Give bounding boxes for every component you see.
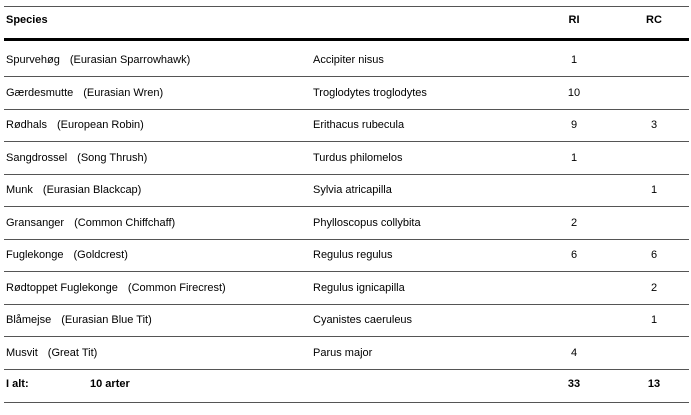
header-ri: RI — [568, 14, 580, 26]
row-divider — [4, 369, 689, 370]
species-name — [6, 346, 97, 360]
species-name — [6, 53, 190, 67]
row-divider — [4, 76, 689, 77]
latin-name: Regulus ignicapilla — [313, 282, 405, 294]
english-name: (Common Chiffchaff) — [74, 217, 176, 229]
ri-value: 2 — [570, 217, 578, 229]
ri-value: 6 — [570, 249, 578, 261]
row-divider — [4, 206, 689, 207]
header-rc: RC — [646, 14, 662, 26]
ri-value: 9 — [570, 119, 578, 131]
latin-name: Troglodytes troglodytes — [313, 87, 427, 99]
english-name: (Eurasian Blackcap) — [42, 184, 142, 196]
rc-value: 1 — [650, 184, 658, 196]
rc-value: 1 — [650, 314, 658, 326]
english-name: (European Robin) — [56, 119, 144, 131]
danish-name: Fuglekonge — [6, 249, 64, 261]
latin-name: Regulus regulus — [313, 249, 393, 261]
total-label: I alt: — [6, 378, 29, 390]
header-divider — [4, 38, 689, 41]
danish-name: Musvit — [6, 347, 38, 359]
row-divider — [4, 109, 689, 110]
english-name: (Great Tit) — [47, 347, 98, 359]
species-name — [6, 248, 128, 262]
danish-name: Munk — [6, 184, 33, 196]
latin-name: Erithacus rubecula — [313, 119, 405, 131]
species-name — [6, 86, 163, 100]
english-name: (Goldcrest) — [73, 249, 128, 261]
danish-name: Gærdesmutte — [6, 87, 74, 99]
danish-name: Blåmejse — [6, 314, 52, 326]
species-name — [6, 183, 141, 197]
total-count: 10 arter — [90, 378, 130, 390]
latin-name: Accipiter nisus — [313, 54, 384, 66]
species-name — [6, 151, 147, 165]
ri-value: 4 — [570, 347, 578, 359]
row-divider — [4, 239, 689, 240]
rc-value: 6 — [650, 249, 658, 261]
english-name: (Eurasian Sparrowhawk) — [69, 54, 191, 66]
ri-value: 10 — [567, 87, 581, 99]
danish-name: Sangdrossel — [6, 152, 68, 164]
english-name: (Eurasian Blue Tit) — [61, 314, 152, 326]
row-divider — [4, 271, 689, 272]
latin-name: Parus major — [313, 347, 373, 359]
latin-name: Cyanistes caeruleus — [313, 314, 413, 326]
danish-name: Rødtoppet Fuglekonge — [6, 282, 118, 294]
row-divider — [4, 174, 689, 175]
table-top-border — [4, 6, 689, 7]
danish-name: Gransanger — [6, 217, 65, 229]
ri-value: 1 — [570, 54, 578, 66]
species-name — [6, 281, 226, 295]
rc-value: 3 — [650, 119, 658, 131]
danish-name: Rødhals — [6, 119, 47, 131]
row-divider — [4, 304, 689, 305]
table-bottom-border — [4, 402, 689, 403]
english-name: (Eurasian Wren) — [83, 87, 164, 99]
latin-name: Phylloscopus collybita — [313, 217, 421, 229]
row-divider — [4, 336, 689, 337]
row-divider — [4, 141, 689, 142]
header-species: Species — [6, 14, 48, 26]
ri-value: 1 — [570, 152, 578, 164]
english-name: (Common Firecrest) — [127, 282, 226, 294]
species-name — [6, 118, 144, 132]
species-name — [6, 313, 152, 327]
latin-name: Turdus philomelos — [313, 152, 403, 164]
species-name — [6, 216, 175, 230]
total-ri: 33 — [567, 378, 581, 390]
rc-value: 2 — [650, 282, 658, 294]
latin-name: Sylvia atricapilla — [313, 184, 392, 196]
danish-name: Spurvehøg — [6, 54, 60, 66]
english-name: (Song Thrush) — [77, 152, 148, 164]
total-rc: 13 — [647, 378, 661, 390]
